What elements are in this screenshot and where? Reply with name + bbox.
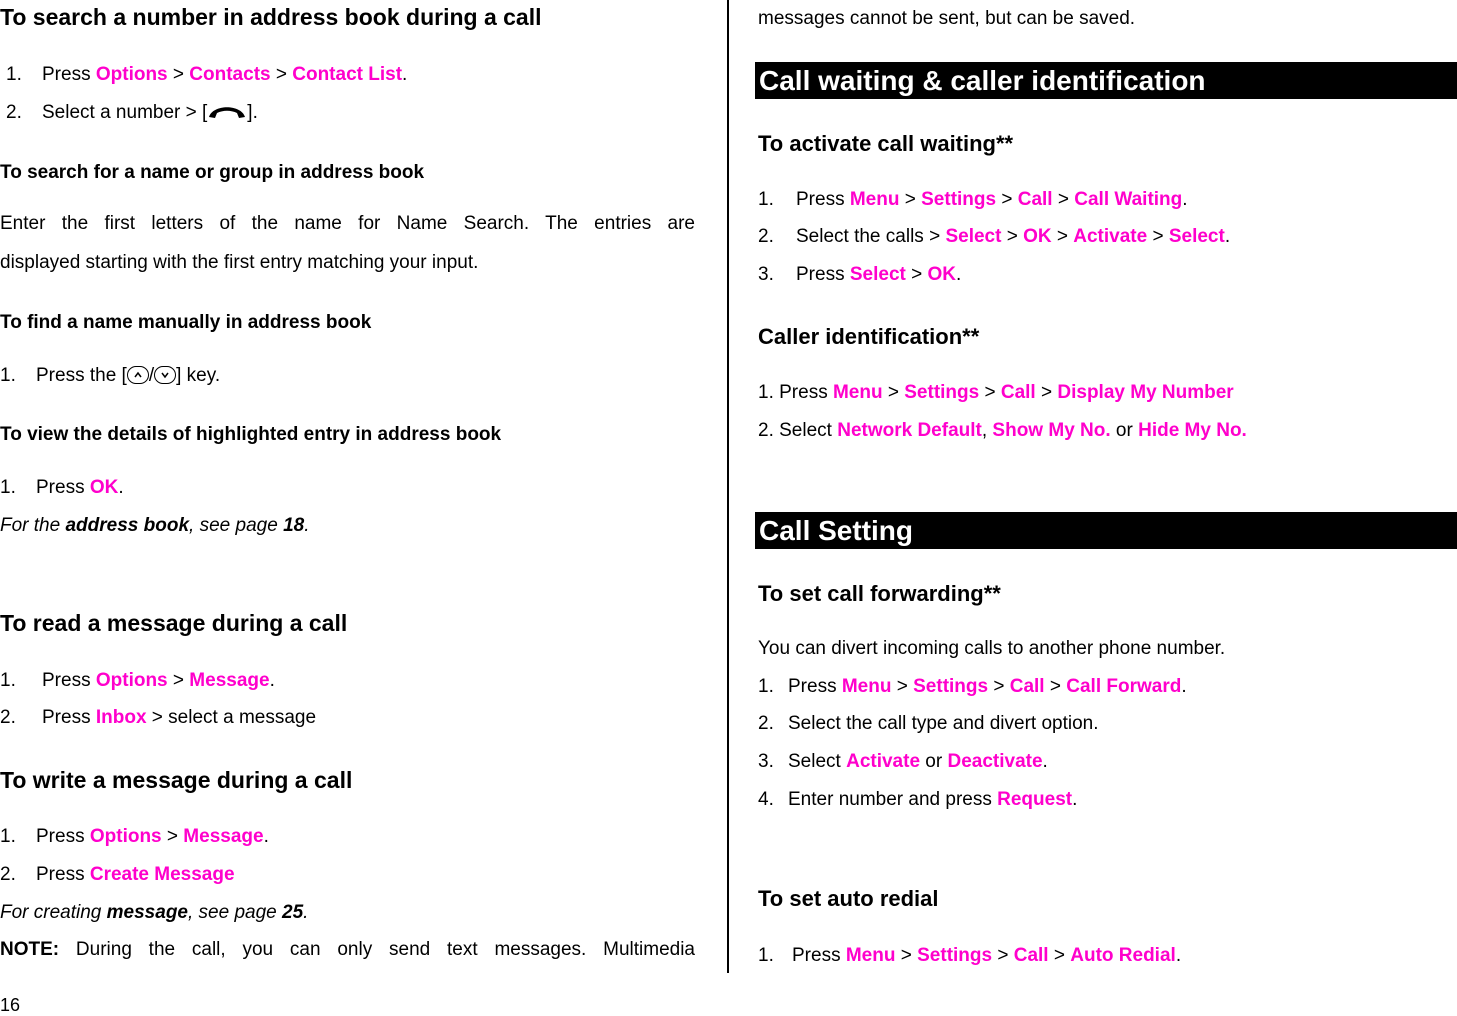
menu-select: Select xyxy=(849,264,906,285)
step-read-message-2 xyxy=(0,707,316,729)
separator: > xyxy=(1048,945,1071,966)
step-call-waiting-3 xyxy=(758,264,961,286)
ref-text: For creating xyxy=(0,902,107,923)
step-read-message-1 xyxy=(0,670,275,692)
step-text: Press xyxy=(779,382,833,403)
step-call-forward-1 xyxy=(758,676,1187,698)
page-number: 16 xyxy=(0,995,21,1015)
reference-address-book xyxy=(0,515,309,537)
step-end: . xyxy=(118,477,124,498)
down-key-icon xyxy=(154,366,176,384)
menu-settings: Settings xyxy=(917,945,993,966)
heading-caller-identification: Caller identification** xyxy=(758,324,980,349)
step-end: . xyxy=(263,826,269,847)
menu-select: Select xyxy=(1168,226,1225,247)
ref-end: . xyxy=(304,515,310,536)
step-number: 1. xyxy=(6,64,22,85)
menu-call-forward: Call Forward xyxy=(1066,676,1182,697)
separator: > xyxy=(891,676,914,697)
menu-activate: Activate xyxy=(1073,226,1148,247)
menu-ok: OK xyxy=(89,477,119,498)
column-divider xyxy=(727,0,729,973)
menu-ok: OK xyxy=(1023,226,1052,247)
heading-write-message: To write a message during a call xyxy=(0,767,353,793)
step-write-message-1 xyxy=(0,826,269,848)
step-text: Press xyxy=(42,64,96,85)
step-call-forward-4 xyxy=(758,789,1077,811)
paragraph-name-search-line1: Enter the first letters of the name for Name Search. The entries are xyxy=(0,213,695,234)
step-number: 1. xyxy=(758,189,774,210)
menu-create-message: Create Message xyxy=(89,864,235,885)
note-paragraph xyxy=(0,939,695,961)
menu-hide-my-no: Hide My No. xyxy=(1138,420,1247,441)
ref-text: , see page xyxy=(189,515,284,536)
step-number: 3. xyxy=(758,751,774,772)
step-call-waiting-1 xyxy=(758,189,1188,211)
heading-find-name-manually: To find a name manually in address book xyxy=(0,312,372,333)
step-end: . xyxy=(269,670,275,691)
step-view-details-1 xyxy=(0,477,124,499)
section-bar-call-waiting: Call waiting & caller identification xyxy=(755,62,1457,99)
paragraph-call-forwarding-intro: You can divert incoming calls to another phone number. xyxy=(758,638,1226,659)
step-call-waiting-2 xyxy=(758,226,1230,248)
menu-settings: Settings xyxy=(921,189,997,210)
step-number: 1. xyxy=(758,382,780,403)
heading-activate-call-waiting: To activate call waiting** xyxy=(758,131,1014,156)
note-text: During the call, you can only send text messages. Multimedia xyxy=(59,939,695,960)
step-text: Press xyxy=(36,477,90,498)
note-label: NOTE: xyxy=(0,939,60,960)
step-number: 2. xyxy=(0,707,16,728)
separator: > xyxy=(895,945,918,966)
step-text: Press xyxy=(796,264,850,285)
step-search-number-1 xyxy=(6,64,407,86)
heading-read-message: To read a message during a call xyxy=(0,610,348,636)
separator: , xyxy=(981,420,993,441)
step-write-message-2 xyxy=(0,864,235,886)
separator: > xyxy=(899,189,922,210)
menu-deactivate: Deactivate xyxy=(947,751,1043,772)
separator: > xyxy=(988,676,1010,697)
separator: > xyxy=(1001,226,1024,247)
ref-page-number: 18 xyxy=(283,515,305,536)
menu-menu: Menu xyxy=(845,945,896,966)
step-number: 1. xyxy=(758,676,774,697)
separator: / xyxy=(148,365,155,386)
step-search-number-2 xyxy=(6,101,258,124)
menu-ok: OK xyxy=(927,264,956,285)
step-call-forward-2 xyxy=(758,713,1099,735)
menu-call: Call xyxy=(1000,382,1036,403)
step-end: ] key. xyxy=(176,365,221,386)
heading-view-details: To view the details of highlighted entry in address book xyxy=(0,424,502,445)
step-find-name-1 xyxy=(0,365,220,387)
step-end: . xyxy=(1175,945,1182,966)
menu-message: Message xyxy=(189,670,270,691)
separator: > xyxy=(1147,226,1169,247)
separator: > xyxy=(979,382,1001,403)
call-key-icon xyxy=(207,101,247,121)
step-end: > select a message xyxy=(146,707,317,728)
menu-network-default: Network Default xyxy=(837,420,982,441)
separator: > xyxy=(1044,676,1067,697)
step-number: 1. xyxy=(0,477,16,498)
separator: > xyxy=(1052,189,1075,210)
step-text: Enter number and press xyxy=(788,789,998,810)
menu-menu: Menu xyxy=(841,676,892,697)
step-number: 2. xyxy=(6,102,22,123)
section-bar-call-setting: Call Setting xyxy=(755,512,1457,549)
step-auto-redial-1 xyxy=(758,945,1181,967)
separator: or xyxy=(920,751,948,772)
menu-menu: Menu xyxy=(832,382,883,403)
step-number: 1. xyxy=(0,826,16,847)
menu-display-my-number: Display My Number xyxy=(1057,382,1234,403)
separator: > xyxy=(270,64,293,85)
menu-menu: Menu xyxy=(849,189,900,210)
step-number: 1. xyxy=(0,365,16,386)
menu-inbox: Inbox xyxy=(95,707,147,728)
step-end: . xyxy=(956,264,962,285)
step-end: . xyxy=(402,64,408,85)
menu-options: Options xyxy=(95,64,168,85)
menu-settings: Settings xyxy=(904,382,980,403)
step-text: Press xyxy=(788,676,842,697)
heading-call-forwarding: To set call forwarding** xyxy=(758,581,1001,606)
menu-call-waiting: Call Waiting xyxy=(1074,189,1183,210)
step-text: Select xyxy=(788,751,847,772)
menu-select: Select xyxy=(945,226,1002,247)
ref-page-number: 25 xyxy=(282,902,304,923)
step-end: . xyxy=(1224,226,1231,247)
ref-end: . xyxy=(303,902,309,923)
step-caller-id-1 xyxy=(758,382,1234,404)
step-number: 2. xyxy=(758,420,780,441)
separator: > xyxy=(167,64,190,85)
menu-call: Call xyxy=(1013,945,1049,966)
menu-options: Options xyxy=(95,670,168,691)
step-text: Press the [ xyxy=(36,365,127,386)
step-text: Select a number > [ xyxy=(42,102,208,123)
menu-contacts: Contacts xyxy=(189,64,271,85)
separator: > xyxy=(996,189,1018,210)
step-end: . xyxy=(1181,676,1187,697)
up-key-icon xyxy=(127,366,149,384)
menu-settings: Settings xyxy=(913,676,989,697)
step-text: Select the calls > xyxy=(796,226,946,247)
menu-show-my-no: Show My No. xyxy=(992,420,1111,441)
menu-request: Request xyxy=(997,789,1073,810)
ref-topic: message xyxy=(106,902,188,923)
ref-topic: address book xyxy=(65,515,190,536)
menu-call: Call xyxy=(1017,189,1053,210)
menu-message: Message xyxy=(183,826,264,847)
menu-contact-list: Contact List xyxy=(292,64,403,85)
step-end: . xyxy=(1042,751,1048,772)
menu-auto-redial: Auto Redial xyxy=(1070,945,1176,966)
separator: > xyxy=(167,670,190,691)
heading-auto-redial: To set auto redial xyxy=(758,886,939,911)
step-caller-id-2 xyxy=(758,420,1247,442)
menu-options: Options xyxy=(89,826,162,847)
step-end: . xyxy=(1182,189,1188,210)
separator: > xyxy=(1051,226,1074,247)
step-number: 3. xyxy=(758,264,774,285)
ref-text: , see page xyxy=(188,902,283,923)
step-text: Select the call type and divert option. xyxy=(788,713,1099,734)
step-number: 2. xyxy=(758,713,774,734)
heading-search-name-group: To search for a name or group in address book xyxy=(0,162,425,183)
separator: > xyxy=(882,382,905,403)
separator: > xyxy=(905,264,928,285)
step-number: 4. xyxy=(758,789,774,810)
continued-note-text: messages cannot be sent, but can be saved. xyxy=(758,8,1136,29)
separator: or xyxy=(1110,420,1139,441)
step-call-forward-3 xyxy=(758,751,1048,773)
step-text: Press xyxy=(42,707,96,728)
separator: > xyxy=(1035,382,1058,403)
step-number: 1. xyxy=(758,945,774,966)
ref-text: For the xyxy=(0,515,66,536)
step-number: 1. xyxy=(0,670,16,691)
separator: > xyxy=(161,826,184,847)
menu-activate: Activate xyxy=(846,751,921,772)
step-number: 2. xyxy=(758,226,774,247)
heading-search-number: To search a number in address book during a call xyxy=(0,4,542,30)
step-text: Press xyxy=(36,826,90,847)
step-text: Press xyxy=(792,945,846,966)
step-end: . xyxy=(1072,789,1078,810)
step-text: Press xyxy=(796,189,850,210)
separator: > xyxy=(992,945,1014,966)
step-text: Press xyxy=(42,670,96,691)
step-end: ]. xyxy=(247,102,258,123)
menu-call: Call xyxy=(1009,676,1045,697)
step-text: Select xyxy=(779,420,838,441)
reference-message xyxy=(0,902,308,924)
step-number: 2. xyxy=(0,864,16,885)
paragraph-name-search-line2: displayed starting with the first entry matching your input. xyxy=(0,252,479,273)
step-text: Press xyxy=(36,864,90,885)
